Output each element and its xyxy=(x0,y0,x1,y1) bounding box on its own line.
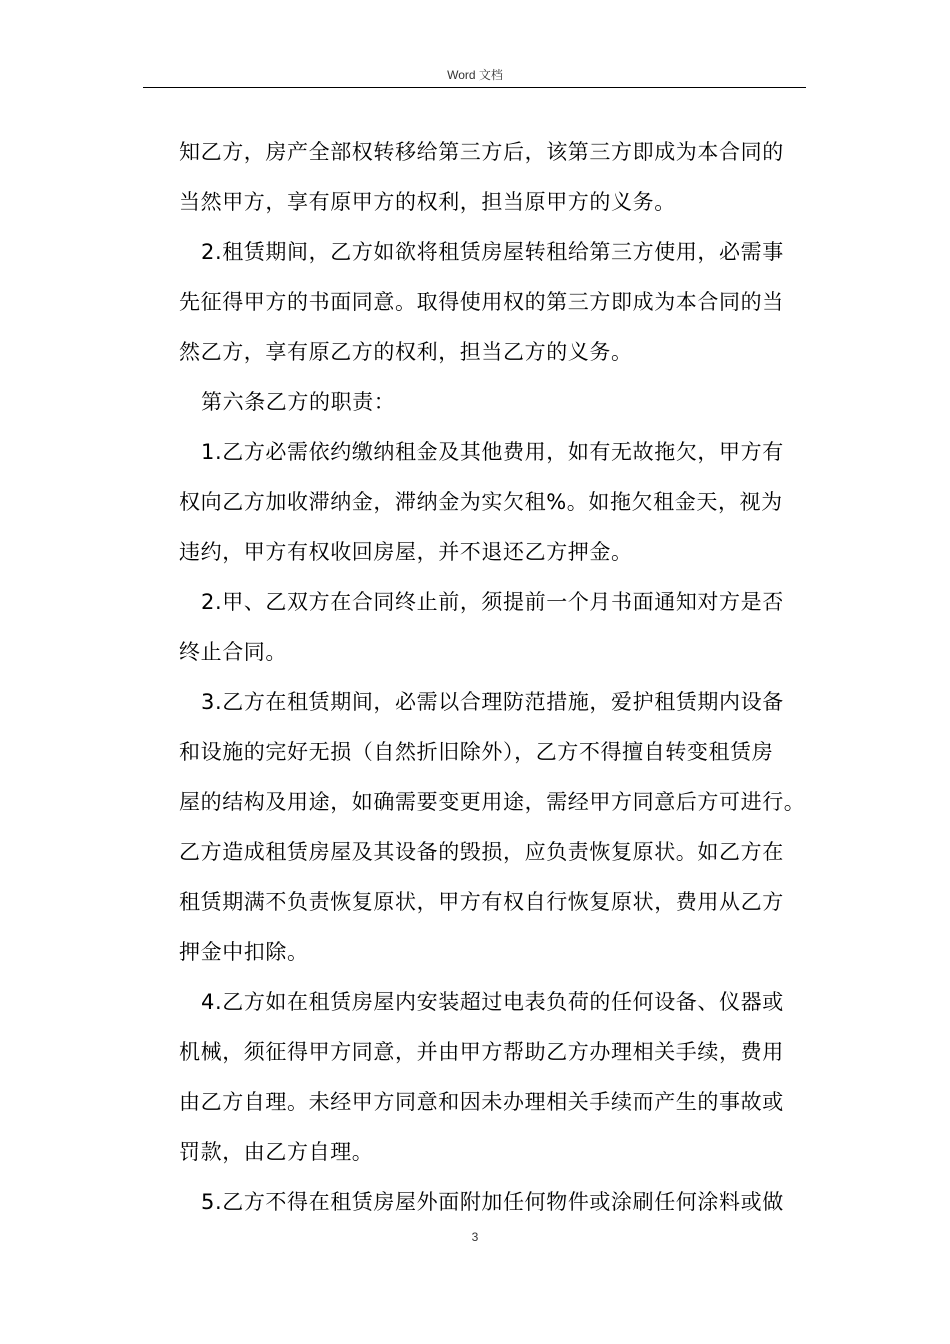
text-line: 然乙方，享有原乙方的权利，担当乙方的义务。 xyxy=(179,340,633,364)
text-line: 权向乙方加收滞纳金，滞纳金为实欠租%。如拖欠租金天，视为 xyxy=(179,490,783,514)
text-line: 3.乙方在租赁期间，必需以合理防范措施，爱护租赁期内设备 xyxy=(201,690,784,714)
text-line: 2.甲、乙双方在合同终止前，须提前一个月书面通知对方是否 xyxy=(201,590,784,614)
text-line: 机械，须征得甲方同意，并由甲方帮助乙方办理相关手续，费用 xyxy=(179,1040,784,1064)
text-line: 终止合同。 xyxy=(179,640,287,664)
text-line: 5.乙方不得在租赁房屋外面附加任何物件或涂刷任何涂料或做 xyxy=(201,1190,784,1214)
text-line: 乙方造成租赁房屋及其设备的毁损，应负责恢复原状。如乙方在 xyxy=(179,840,784,864)
header-rule xyxy=(143,87,806,88)
text-line: 押金中扣除。 xyxy=(179,940,309,964)
text-line: 租赁期满不负责恢复原状，甲方有权自行恢复原状，费用从乙方 xyxy=(179,890,784,914)
text-line: 违约，甲方有权收回房屋，并不退还乙方押金。 xyxy=(179,540,633,564)
page-number: 3 xyxy=(471,1230,479,1244)
text-line: 屋的结构及用途，如确需要变更用途，需经甲方同意后方可进行。 xyxy=(179,790,806,814)
text-line: 知乙方，房产全部权转移给第三方后，该第三方即成为本合同的 xyxy=(179,140,784,164)
text-line: 2.租赁期间，乙方如欲将租赁房屋转租给第三方使用，必需事 xyxy=(201,240,784,264)
text-line: 4.乙方如在租赁房屋内安装超过电表负荷的任何设备、仪器或 xyxy=(201,990,784,1014)
section-heading: 第六条乙方的职责： xyxy=(201,390,396,414)
document-body xyxy=(179,127,819,1227)
header-title: Word 文档 xyxy=(447,68,503,82)
text-line: 和设施的完好无损（自然折旧除外），乙方不得擅自转变租赁房 xyxy=(179,740,774,764)
text-line: 罚款，由乙方自理。 xyxy=(179,1140,374,1164)
text-line: 当然甲方，享有原甲方的权利，担当原甲方的义务。 xyxy=(179,190,676,214)
text-line: 由乙方自理。未经甲方同意和因未办理相关手续而产生的事故或 xyxy=(179,1090,784,1114)
text-line: 先征得甲方的书面同意。取得使用权的第三方即成为本合同的当 xyxy=(179,290,784,314)
text-line: 1.乙方必需依约缴纳租金及其他费用，如有无故拖欠，甲方有 xyxy=(201,440,784,464)
